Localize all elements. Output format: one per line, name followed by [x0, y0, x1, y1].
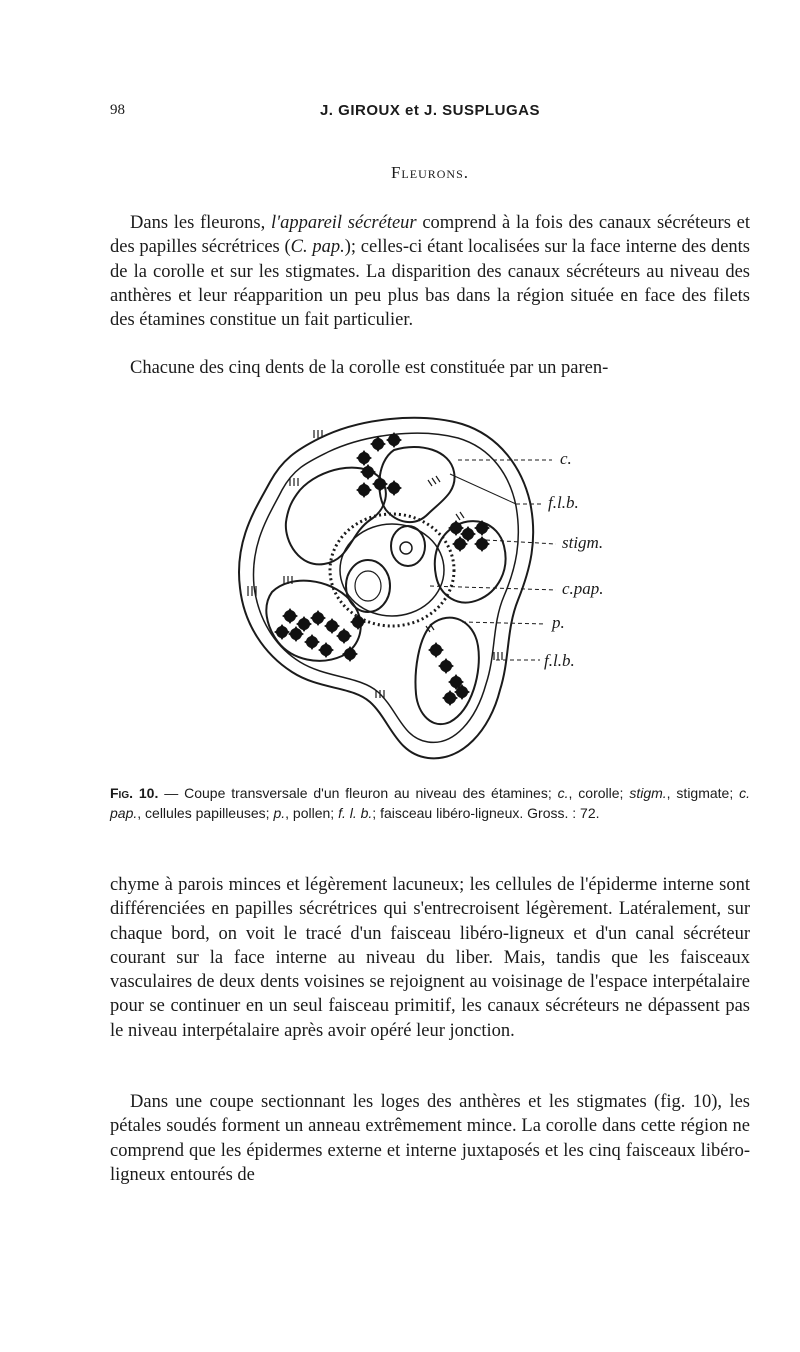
- p1-text-1: Dans les fleurons,: [130, 213, 271, 233]
- paragraph-3: chyme à parois minces et légèrement lacuneux; les cellules de l'épiderme interne sont différenciées en papilles sécrétrices qui s'entrecroisent légèrement. Latéralement, sur chaque bord, on voit le tracé d'un faisceau libéro-ligneux et d'un canal sécréteur courant sur la face interne au niveau du liber. Mais, tandis que les faisceaux vasculaires de deux dents voisines se rejoignent au voisinage de l'espace interpétalaire pour se continuer en un seul faisceau primitif, les canaux sécréteurs ne dépassent pas le niveau interpétalaire après avoir opéré leur jonction.: [110, 875, 750, 1041]
- section-title: Fleurons.: [390, 163, 470, 182]
- figure-10: [200, 410, 640, 780]
- label-flb-2: f.l.b.: [544, 651, 575, 670]
- caption-fig-label: Fig. 10.: [110, 785, 159, 801]
- page-number: 98: [110, 102, 125, 118]
- caption-text-1: Coupe transversale d'un fleuron au niveau des étamines;: [184, 785, 558, 801]
- label-c: c.: [560, 449, 572, 468]
- caption-dash: —: [158, 785, 185, 801]
- stigma-lobe-left-inner: [355, 571, 381, 601]
- label-p: p.: [552, 613, 565, 632]
- corolla-inner-outline: [253, 433, 518, 742]
- caption-text-2: , corolle;: [568, 785, 630, 801]
- p1-text-3: ); celles-ci étant localisées sur la face interne des dents de la corolle et sur les stigmates. La disparition des canaux sécréteurs au niveau des anthères et leur réapparition un peu plus bas dans la région située en face des filets des étamines constitue un fait particulier.: [110, 237, 751, 331]
- caption-italic-4: p.: [273, 805, 286, 821]
- stigma-lobe-left: [346, 560, 390, 612]
- vascular-bundles: [248, 430, 502, 698]
- caption-italic-3: c. pap.: [110, 785, 751, 821]
- caption-text-3: , stigmate;: [666, 785, 740, 801]
- caption-text-4: , cellules papilleuses;: [137, 805, 274, 821]
- paragraph-4: Dans une coupe sectionnant les loges des anthères et les stigmates (fig. 10), les pétales soudés forment un anneau extrêmement mince. La corolle dans cette région ne comprend que les épidermes externe et interne juxtaposés et les cinq faisceaux libéro-ligneux entourés de: [110, 1092, 750, 1185]
- running-head: J. GIROUX et J. SUSPLUGAS: [319, 102, 541, 119]
- page-header: [110, 102, 750, 126]
- caption-text-5: , pollen;: [285, 805, 339, 821]
- p1-text-2: comprend à la fois des canaux sécréteurs et des papilles sécrétrices (: [110, 213, 750, 258]
- paragraph-1: [110, 211, 750, 332]
- stigma-canal: [400, 542, 412, 554]
- label-flb-1: f.l.b.: [548, 493, 579, 512]
- caption-italic-5: f. l. b.: [338, 805, 373, 821]
- caption-text-6: ; faisceau libéro-ligneux. Gross. : 72.: [372, 805, 600, 821]
- paragraph-2: Chacune des cinq dents de la corolle est constituée par un paren-: [130, 358, 609, 378]
- figure-caption: [110, 783, 750, 823]
- leader-lines: [430, 460, 556, 660]
- caption-italic-2: stigm.: [629, 785, 667, 801]
- caption-italic-1: c.: [557, 785, 569, 801]
- p1-italic-1: l'appareil sécréteur: [270, 213, 417, 233]
- label-cpap: c.pap.: [562, 579, 604, 598]
- stigma-lobe-right: [391, 526, 425, 566]
- label-stigm: stigm.: [562, 533, 604, 552]
- p1-italic-2: C. pap.: [290, 237, 345, 258]
- flower-cross-section-drawing: [200, 410, 640, 780]
